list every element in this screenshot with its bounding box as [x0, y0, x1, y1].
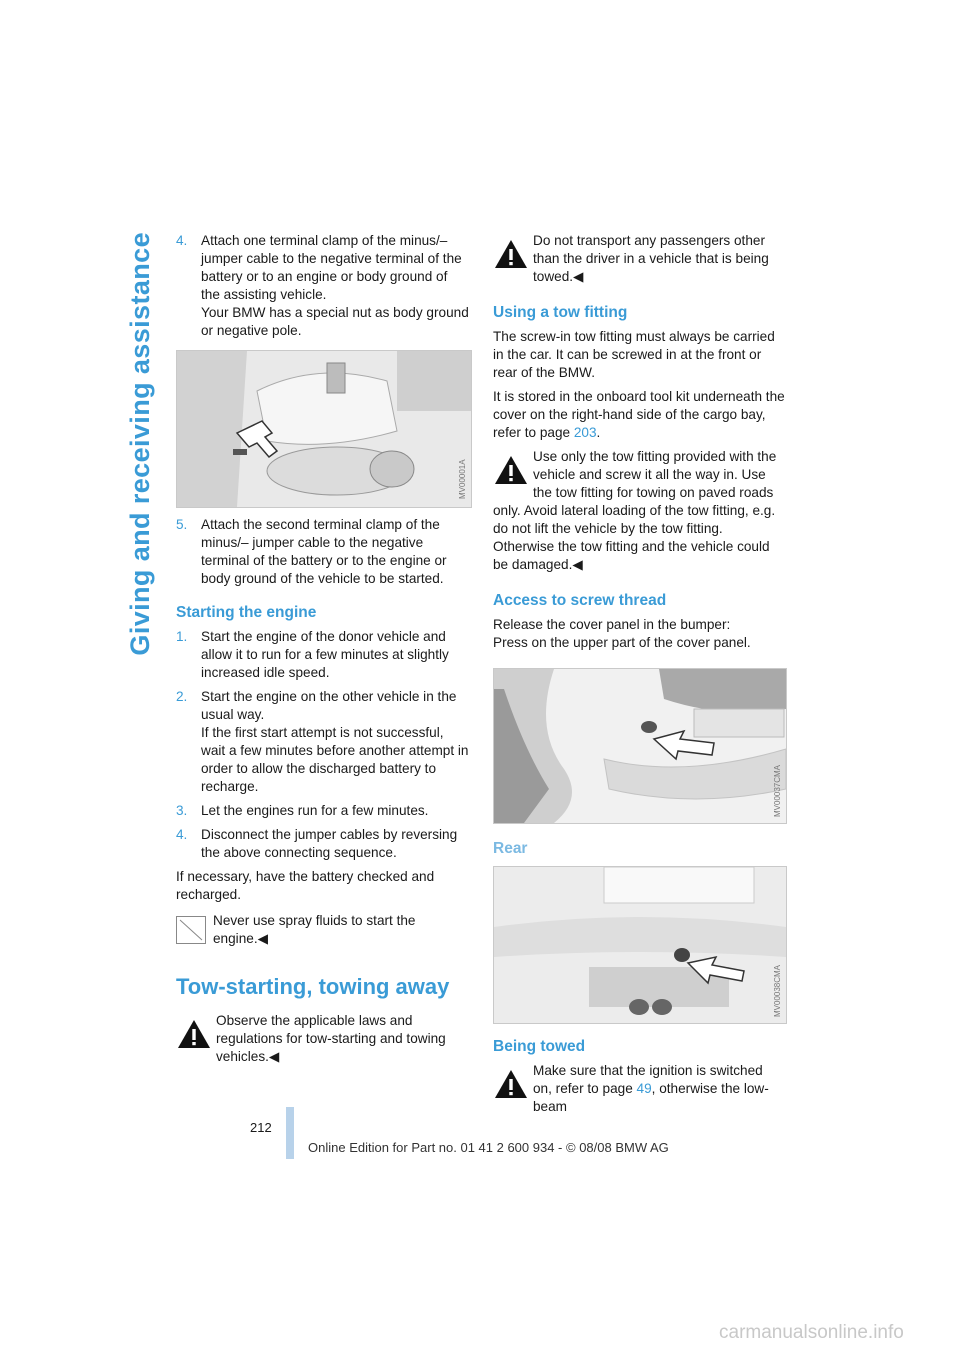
page-link-203[interactable]: 203 [573, 425, 597, 440]
site-watermark: carmanualsonline.info [719, 1322, 904, 1343]
step-4-attach-first: 4. Attach one terminal clamp of the minus/– jumper cable to the negative terminal of the battery or to an engine or body ground of the assisting vehicle. Your BMW has a special nut as body ground or negative pole. [176, 233, 469, 338]
starting-engine-heading: Starting the engine [176, 604, 317, 621]
step-5-attach-second: 5. Attach the second terminal clamp of the minus/– jumper cable to the negative terminal of the battery or to the engine or body ground of the vehicle to be started. [176, 517, 447, 586]
recharge-text: If necessary, have the battery checked and recharged. [176, 869, 435, 902]
tow-fitting-heading: Using a tow fitting [493, 304, 628, 321]
start-step-4: 4. Disconnect the jumper cables by reversing the above connecting sequence. [176, 827, 458, 860]
passenger-note: Do not transport any passengers other than the driver in a vehicle that is being towed.◀ [493, 232, 785, 286]
tow-starting-title: Tow-starting, towing away [176, 974, 450, 999]
warning-triangle-icon [493, 236, 529, 272]
laws-note: Observe the applicable laws and regulations for tow-starting and towing vehicles.◀ [176, 1012, 470, 1066]
ignition-note: Make sure that the ignition is switched on, refer to page 49, otherwise the low-beam [493, 1062, 785, 1116]
footer-edition-text: Online Edition for Part no. 01 41 2 600 934 - © 08/08 BMW AG [308, 1140, 669, 1155]
warning-triangle-icon [176, 1016, 212, 1052]
chapter-side-title: Giving and receiving assistance [125, 232, 155, 656]
engine-bay-photo [176, 350, 472, 508]
right-column-bottom [493, 1038, 785, 1122]
start-step-3: 3. Let the engines run for a few minutes. [176, 803, 429, 818]
warning-triangle-icon [493, 452, 529, 488]
being-towed-heading: Being towed [493, 1038, 586, 1055]
left-column-bottom [176, 516, 470, 1072]
environment-note-icon [176, 916, 206, 944]
tow-fitting-p1: The screw-in tow fitting must always be carried in the car. It can be screwed in at the front or rear of the BMW. [493, 329, 775, 380]
start-step-1: 1. Start the engine of the donor vehicle and allow it to run for a few minutes at slightly increased idle speed. [176, 629, 449, 680]
left-column-top [176, 232, 470, 346]
access-p1: Release the cover panel in the bumper: [493, 617, 731, 632]
rear-image-code: MV00038CMA [773, 964, 782, 1017]
page-link-49[interactable]: 49 [636, 1081, 652, 1096]
warning-triangle-icon [493, 1066, 529, 1102]
access-screw-thread-heading: Access to screw thread [493, 592, 667, 609]
access-p2: Press on the upper part of the cover panel. [493, 635, 751, 650]
rear-heading-block [493, 840, 785, 858]
rear-bumper-photo [493, 866, 787, 1024]
front-image-code: MV00037CMA [773, 764, 782, 817]
rear-heading: Rear [493, 840, 528, 857]
right-column [493, 232, 785, 698]
start-step-2: 2. Start the engine on the other vehicle in the usual way. If the first start attempt is not successful, wait a few minutes before another attempt in order to allow the discharged battery to recharge. [176, 689, 469, 794]
engine-image-code: MV00001A [458, 459, 467, 499]
page-number: 212 [250, 1120, 272, 1135]
tow-fitting-p2: It is stored in the onboard tool kit underneath the cover on the right-hand side of the cargo bay, refer to page 203. [493, 389, 785, 440]
footer-accent-bar [286, 1107, 294, 1159]
fitting-note: Use only the tow fitting provided with the vehicle and screw it all the way in. Use the tow fitting for towing on paved roads only. Avoid lateral loading of the tow fitting, e.g. do not lift the vehicle by the tow fitting. Otherwise the tow fitting and the vehicle could be damaged.◀ [493, 449, 777, 572]
spray-note: Never use spray fluids to start the engine.◀ [176, 912, 470, 948]
front-bumper-photo [493, 668, 787, 824]
